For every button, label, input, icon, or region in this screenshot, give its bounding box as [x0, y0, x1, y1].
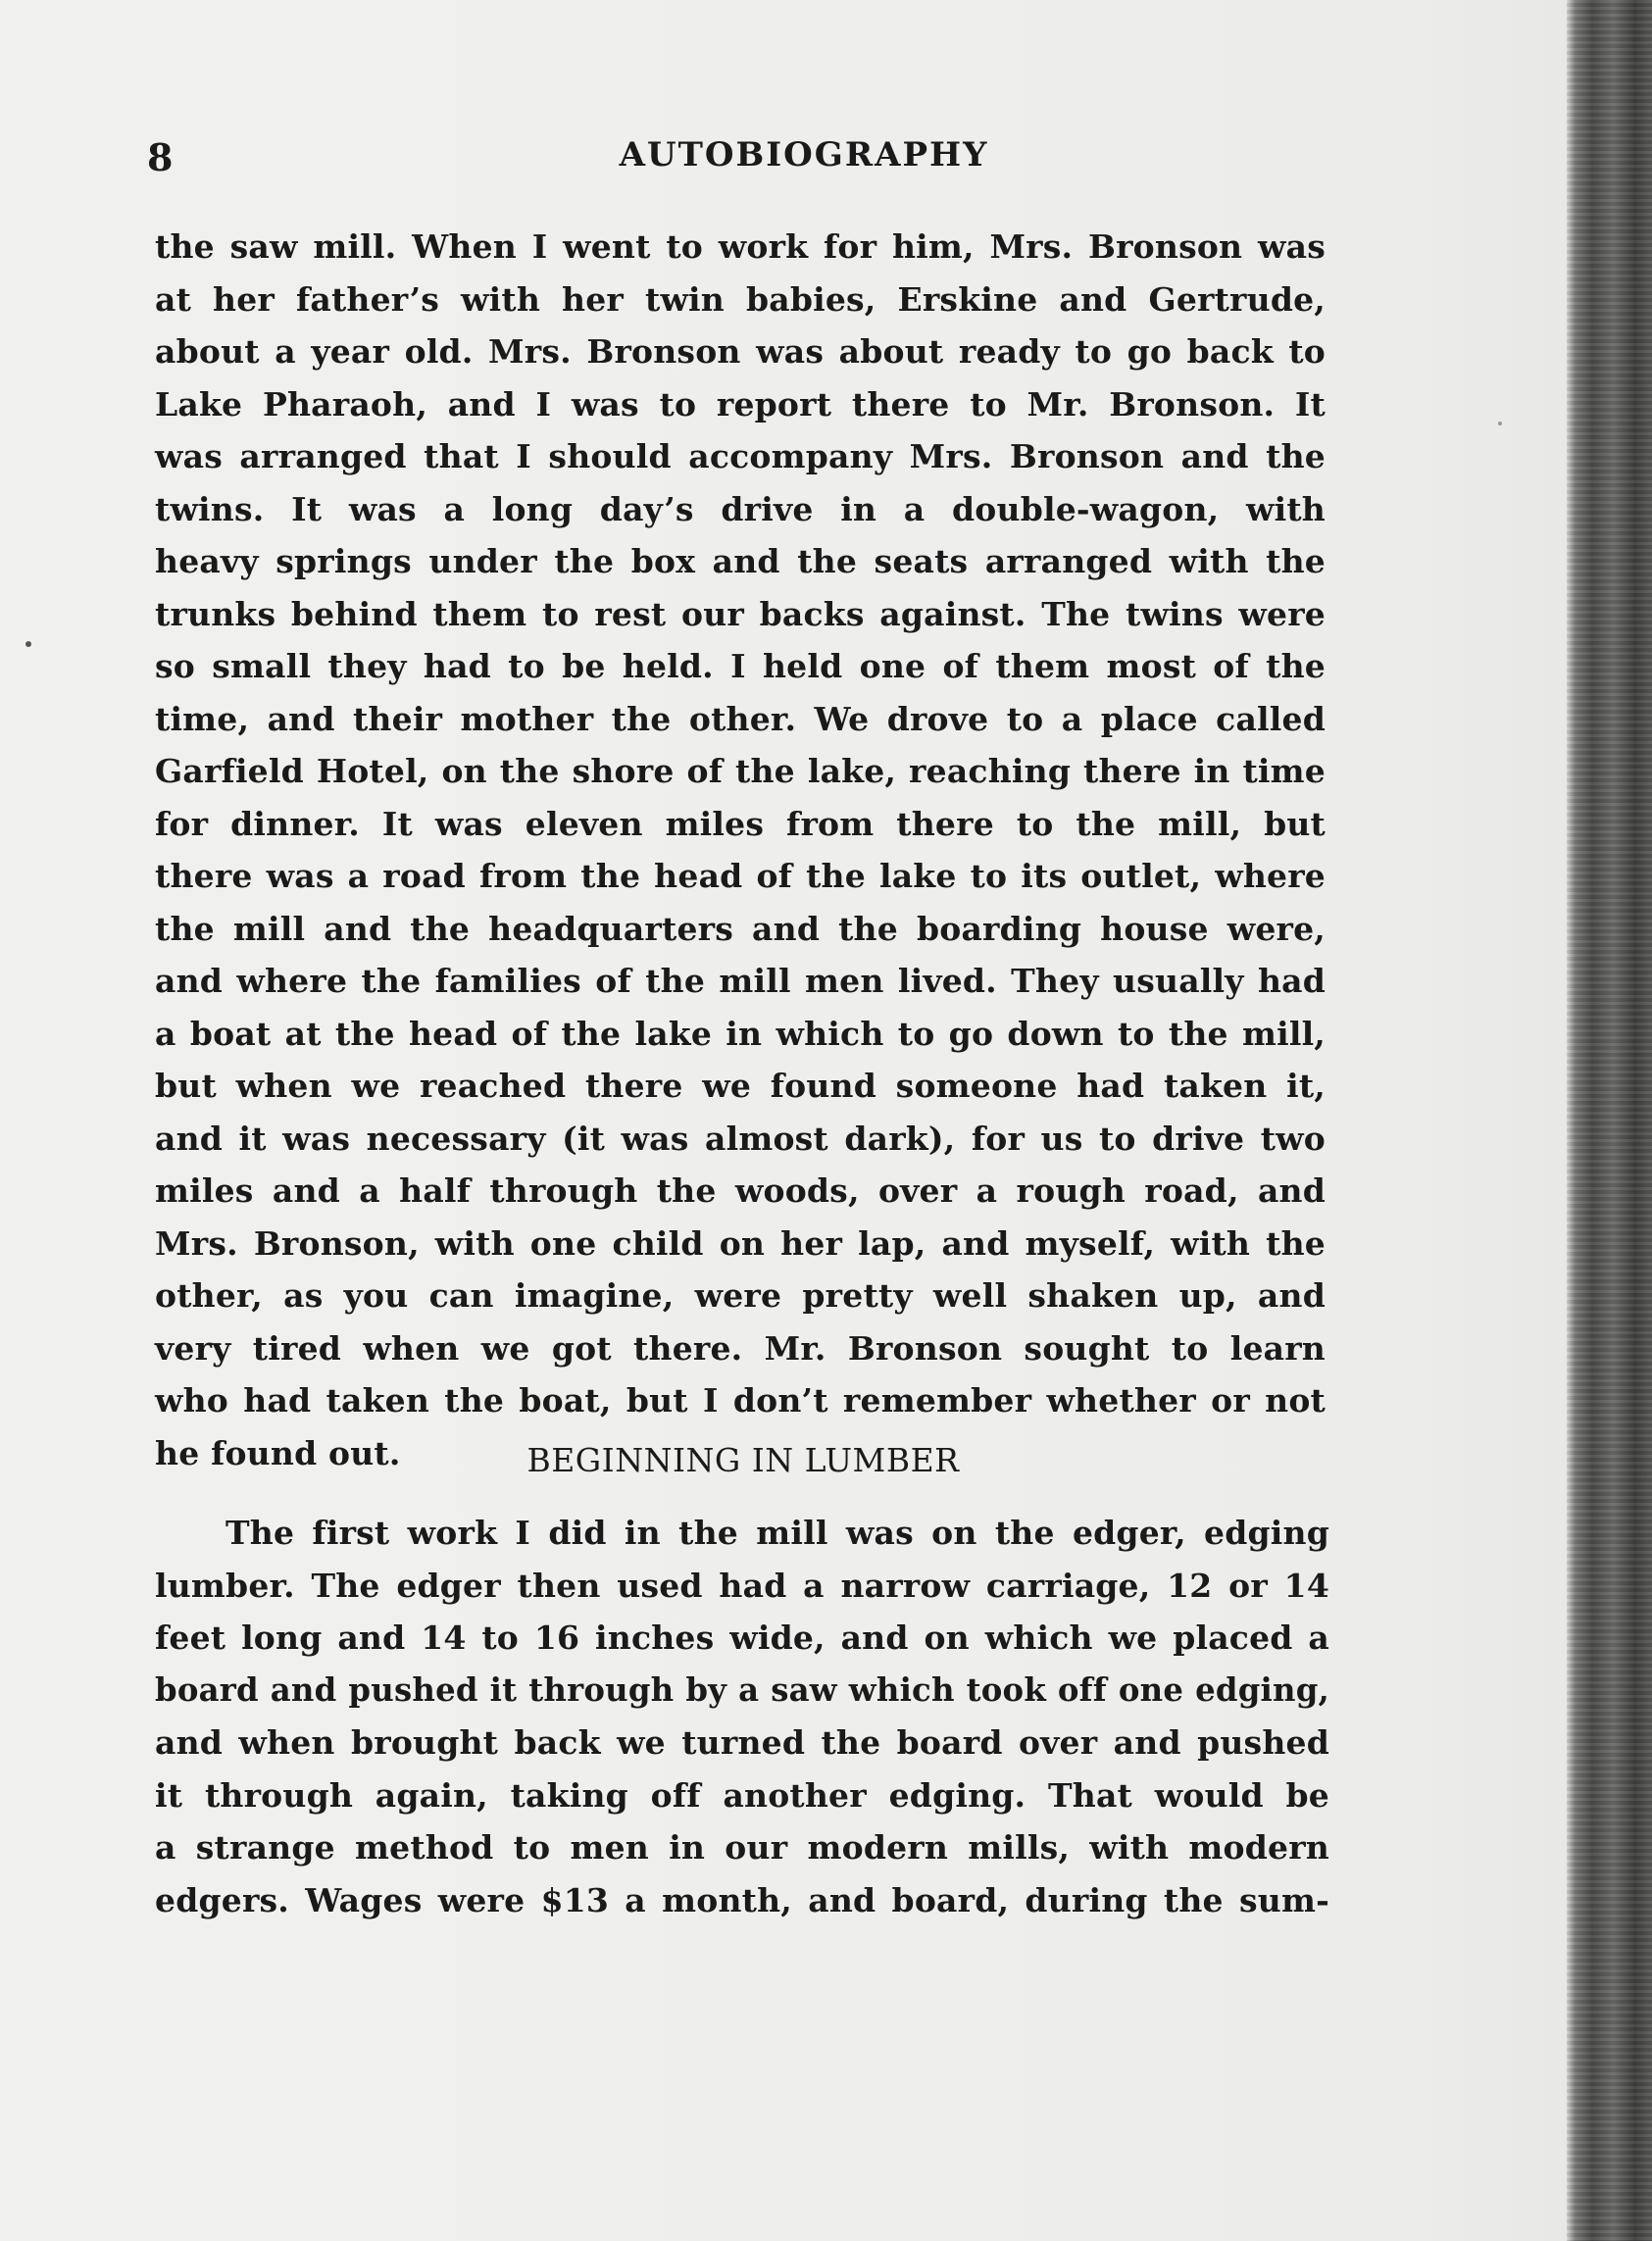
running-head: AUTOBIOGRAPHY — [619, 135, 989, 174]
page-header — [147, 135, 1333, 194]
text-line: and where the families of the mill men lived. They usually had — [155, 962, 1326, 1000]
text-line: and it was necessary (it was almost dark), for us to drive two — [155, 1119, 1326, 1158]
text-line: lumber. The edger then used had a narrow carriage, 12 or 14 — [155, 1566, 1329, 1605]
text-line: miles and a half through the woods, over a rough road, and — [155, 1171, 1326, 1210]
text-line: other, as you can imagine, were pretty well shaken up, and — [155, 1276, 1326, 1315]
text-line: at her father’s with her twin babies, Erskine and Gertrude, — [155, 279, 1326, 319]
text-line: and when brought back we turned the board over and pushed — [155, 1723, 1329, 1762]
text-line: he found out. — [155, 1433, 401, 1472]
scan-speck — [1498, 422, 1502, 425]
paragraph-1 — [155, 221, 1326, 1479]
scan-speck — [25, 641, 31, 647]
text-line: time, and their mother the other. We drove to a place called — [155, 699, 1326, 738]
text-line: feet long and 14 to 16 inches wide, and on which we placed a — [155, 1618, 1329, 1657]
text-line: about a year old. Mrs. Bronson was about ready to go back to — [155, 332, 1326, 371]
text-line: so small they had to be held. I held one of them most of the — [155, 647, 1326, 685]
text-line: for dinner. It was eleven miles from there to the mill, but — [155, 804, 1326, 843]
text-line: Garfield Hotel, on the shore of the lake, reaching there in time — [155, 752, 1326, 790]
page-number: 8 — [147, 135, 175, 179]
text-line: there was a road from the head of the lake to its outlet, where — [155, 857, 1326, 895]
text-line: but when we reached there we found someone had taken it, — [155, 1067, 1326, 1105]
text-line: the mill and the headquarters and the boarding house were, — [155, 909, 1326, 948]
text-line: twins. It was a long day’s drive in a double-wagon, with — [155, 489, 1326, 528]
book-spine-edge — [1567, 0, 1652, 2241]
text-line: who had taken the boat, but I don’t remember whether or not — [155, 1381, 1326, 1419]
text-line: trunks behind them to rest our backs against. The twins were — [155, 594, 1326, 633]
text-line: edgers. Wages were $13 a month, and board, during the sum- — [155, 1880, 1329, 1919]
text-line: Lake Pharaoh, and I was to report there to Mr. Bronson. It — [155, 384, 1326, 423]
text-line: heavy springs under the box and the seats arranged with the — [155, 542, 1326, 580]
text-line: it through again, taking off another edging. That would be — [155, 1775, 1329, 1815]
text-line: the saw mill. When I went to work for him, Mrs. Bronson was — [155, 227, 1326, 266]
text-line: Mrs. Bronson, with one child on her lap, and myself, with the — [155, 1223, 1326, 1263]
text-line: was arranged that I should accompany Mrs. Bronson and the — [155, 437, 1326, 475]
section-heading: BEGINNING IN LUMBER — [526, 1441, 960, 1479]
text-line: a strange method to men in our modern mills, with modern — [155, 1828, 1329, 1867]
text-line: The first work I did in the mill was on the edger, edging — [225, 1514, 1329, 1552]
text-line: very tired when we got there. Mr. Bronson sought to learn — [155, 1328, 1326, 1368]
text-line: board and pushed it through by a saw which took off one edging, — [155, 1670, 1329, 1709]
paragraph-2 — [155, 1507, 1329, 1926]
text-line: a boat at the head of the lake in which to go down to the mill, — [155, 1014, 1326, 1053]
